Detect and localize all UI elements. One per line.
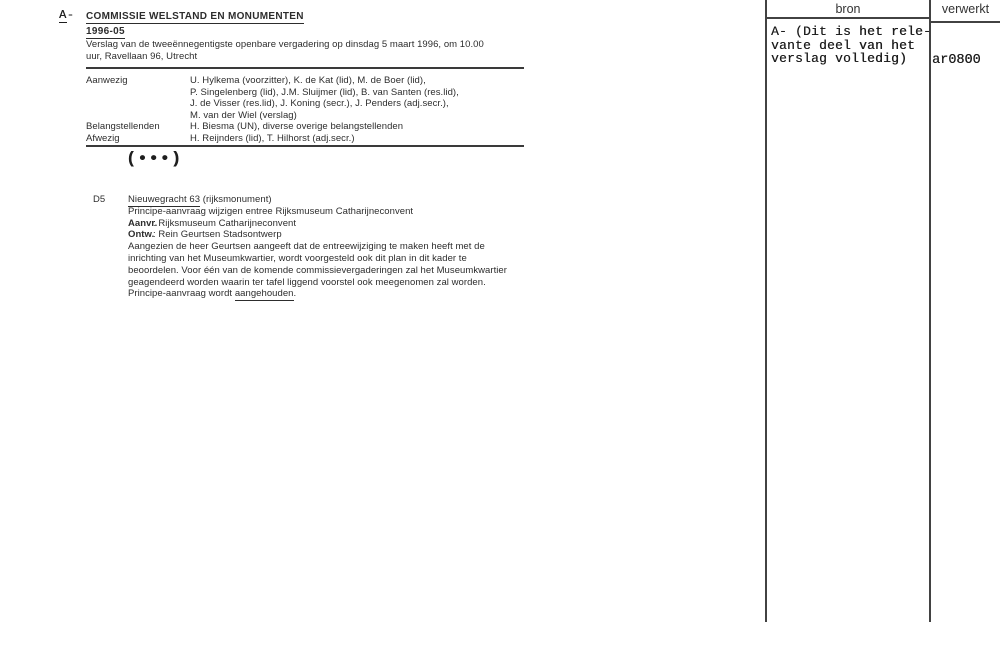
omission-mark: (•••)	[126, 150, 183, 169]
bron-note-line: A- (Dit is het rele-	[771, 24, 932, 39]
attendance-row-aanwezig	[86, 75, 459, 121]
attendance-line: P. Singelenberg (lid), J.M. Sluijmer (lid), B. van Santen (res.lid),	[190, 86, 459, 98]
bron-typewriter-note	[771, 25, 931, 66]
attendance-line: U. Hylkema (voorzitter), K. de Kat (lid), M. de Boer (lid),	[190, 75, 426, 86]
document-intro-line-1: Verslag van de tweeënnegentigste openbare vergadering op dinsdag 5 maart 1996, om 10.00	[86, 39, 484, 51]
attendance-line: H. Reijnders (lid), T. Hilhorst (adj.secr.)	[190, 132, 355, 144]
item-address: Nieuwegracht 63	[128, 194, 201, 205]
item-body-line: inrichting van het Museumkwartier, wordt voorgesteld ook dit plan in dit kader te	[128, 252, 467, 264]
attendance-label: Aanwezig	[86, 75, 128, 86]
item-address-line	[128, 194, 507, 206]
item-body-line: geagendeerd worden waarin ter tafel liggend voorstel ook meegenomen zal worden.	[128, 276, 486, 288]
bron-header-underline	[765, 17, 931, 19]
applicant-value: : Rijksmuseum Catharijneconvent	[153, 217, 297, 229]
margin-marker	[59, 8, 74, 22]
designer-label: Ontw.	[128, 229, 155, 241]
item-decision-line	[128, 288, 507, 300]
item-applicant-line	[128, 218, 507, 230]
margin-marker-dash: -	[66, 8, 75, 22]
bron-note-line: vante deel van het	[771, 37, 916, 53]
column-header-verwerkt: verwerkt	[941, 2, 990, 16]
document-title: COMMISSIE WELSTAND EN MONUMENTEN	[86, 11, 304, 24]
attendance-line: J. de Visser (res.lid), J. Koning (secr.), J. Penders (adj.secr.),	[190, 98, 449, 110]
item-subject: Principe-aanvraag wijzigen entree Rijksmuseum Catharijneconvent	[128, 205, 414, 217]
item-body-line: Aangezien de heer Geurtsen aangeeft dat de entreewijziging te maken heeft met de	[128, 241, 485, 253]
applicant-label: Aanvr.	[128, 217, 158, 229]
document-intro-line-2: uur, Ravellaan 96, Utrecht	[86, 50, 198, 62]
panel-column-divider	[929, 0, 931, 622]
document-header	[86, 9, 484, 62]
decision-word: aangehouden	[234, 288, 294, 300]
designer-value: : Rein Geurtsen Stadsontwerp	[153, 229, 282, 241]
attendance-row-afwezig	[86, 133, 459, 145]
decision-prefix: Principe-aanvraag wordt	[128, 288, 233, 300]
attendance-table	[86, 75, 459, 145]
bron-note-line: verslag volledig)	[771, 51, 908, 66]
attendance-label: Belangstellenden	[86, 121, 160, 133]
divider-top	[86, 67, 524, 69]
item-designer-line	[128, 229, 507, 241]
divider-bottom	[86, 145, 524, 147]
document-number-line	[86, 24, 484, 39]
decision-suffix: .	[293, 288, 297, 300]
attendance-row-belangstellenden	[86, 121, 459, 133]
agenda-item-code: D5	[93, 194, 106, 205]
attendance-values	[190, 75, 459, 121]
agenda-item-content	[128, 194, 507, 300]
verwerkt-header-underline	[929, 21, 1000, 23]
margin-marker-letter: A	[59, 8, 67, 22]
attendance-label: Afwezig	[86, 132, 120, 144]
verwerkt-code: ar0800	[932, 53, 981, 68]
item-body-line: beoordelen. Voor één van de komende commissievergaderingen zal het Museumkwartier	[128, 264, 507, 276]
attendance-line: H. Biesma (UN), diverse overige belangstellenden	[190, 121, 404, 133]
column-header-bron: bron	[835, 2, 861, 16]
document-number: 1996-05	[86, 26, 125, 39]
document-title-line	[86, 9, 484, 24]
attendance-values	[190, 133, 459, 145]
item-address-note: (rijksmonument)	[202, 194, 272, 205]
attendance-line: M. van der Wiel (verslag)	[190, 109, 297, 121]
panel-left-border	[765, 0, 767, 622]
attendance-values	[190, 121, 459, 133]
agenda-item-d5	[93, 194, 507, 300]
